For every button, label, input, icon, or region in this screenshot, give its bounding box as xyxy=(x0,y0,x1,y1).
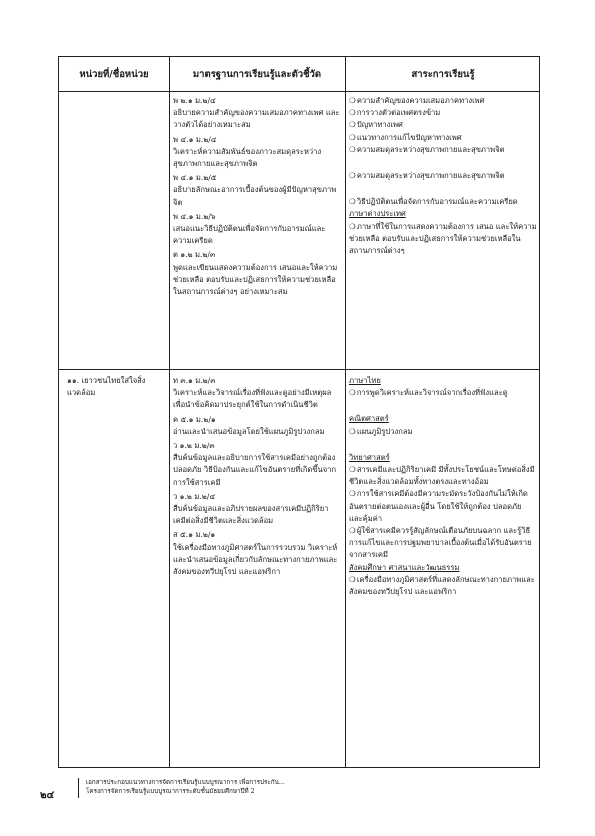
content-bullet: ❍ ผู้ใช้สารเคมีควรรู้สัญลักษณ์เตือนภัยบนฉลาก และรู้วิธีการแก้ไขและการปฐมพยาบาลเบื้องต้นเมื่อได้รับอันตรายจากสารเคมี xyxy=(349,525,537,562)
spacer xyxy=(349,156,537,170)
standard-item xyxy=(173,134,341,171)
content-bullet: ❍ ความสมดุลระหว่างสุขภาพกายและสุขภาพจิต xyxy=(349,144,537,156)
row2-standards xyxy=(173,375,341,580)
content-bullet: ❍ วิธีปฏิบัติตนเพื่อจัดการกับอารมณ์และความเครียด xyxy=(349,196,537,208)
standard-text: เสนอแนะวิธีปฏิบัติตนเพื่อจัดการกับอารมณ์และความเครียด xyxy=(173,224,326,246)
standard-item xyxy=(173,529,341,578)
footer-line-2: โครงการจัดการเรียนรู้แบบบูรณาการระดับชั้นมัธยมศึกษาปีที่ 2 xyxy=(86,788,255,795)
standard-item xyxy=(173,172,341,209)
content-bullet: ❍ ความสำคัญของความเสมอภาคทางเพศ xyxy=(349,95,537,107)
standard-item xyxy=(173,440,341,489)
content-bullet: ❍ การใช้สารเคมีต้องมีความระมัดระวังป้องกันไม่ให้เกิดอันตรายต่อตนเองและผู้อื่น โดยใช้ให้ถูกต้อง ปลอดภัย และคุ้มค่า xyxy=(349,488,537,525)
content-bullet: ❍ แนวทางการแก้ไขปัญหาทางเพศ xyxy=(349,132,537,144)
standard-code: พ ๒.๑ ม.๒/๔ xyxy=(173,96,216,105)
standard-item xyxy=(173,95,341,132)
spacer xyxy=(349,399,537,413)
content-bullet: ❍ เครื่องมือทางภูมิศาสตร์ที่แสดงลักษณะทางกายภาพและสังคมของทวีปยุโรป และแอฟริกา xyxy=(349,574,537,598)
standard-item xyxy=(173,211,341,248)
standard-item xyxy=(173,414,341,438)
row-divider xyxy=(59,369,539,370)
spacer xyxy=(349,182,537,196)
standard-item xyxy=(173,249,341,298)
spacer xyxy=(349,438,537,452)
subject-heading: คณิตศาสตร์ xyxy=(349,414,389,424)
standard-item xyxy=(173,491,341,528)
standard-code: ค ๕.๑ ม.๒/๑ xyxy=(173,414,216,424)
subject-heading: วิทยาศาสตร์ xyxy=(349,452,390,462)
row1-content xyxy=(349,95,537,257)
row2-unit: ๑๑. เยาวชนไทยใส่ใจสิ่งแวดล้อม xyxy=(67,376,146,398)
standard-code: ส ๕.๑ ม.๒/๑ xyxy=(173,530,216,540)
content-bullet: ❍ ปัญหาทางเพศ xyxy=(349,119,537,131)
standard-item xyxy=(173,375,341,412)
content-bullet: ❍ สารเคมีและปฏิกิริยาเคมี มีทั้งประโยชน์และโทษต่อสิ่งมีชีวิตและสิ่งแวดล้อมทั้งทางตรงและทางอ้อม xyxy=(349,464,537,488)
standard-code: ว ๑.๒ ม.๒/๔ xyxy=(173,491,216,501)
row1-standards xyxy=(173,95,341,300)
column-divider xyxy=(345,57,346,767)
content-bullet: ❍ การพูดวิเคราะห์และวิจารณ์จากเรื่องที่ฟังและดู xyxy=(349,387,537,399)
standard-text: พูดและเขียนแสดงความต้องการ เสนอและให้ความช่วยเหลือ ตอบรับและปฏิเสธการให้ความช่วยเหลือ ในสถานการณ์ต่างๆ อย่างเหมาะสม xyxy=(173,262,338,297)
standard-code: พ ๔.๑ ม.๒/๔ xyxy=(173,134,217,144)
standard-code: ว ๑.๒ ม.๒/๓ xyxy=(173,441,215,451)
content-bullet: ❍ การวางตัวต่อเพศตรงข้าม xyxy=(349,107,537,119)
standard-text: วิเคราะห์ความสัมพันธ์ของภาวะสมดุลระหว่างสุขภาพกายและสุขภาพจิต xyxy=(173,146,322,169)
standard-code: พ ๔.๑ ม.๒/๖ xyxy=(173,211,216,221)
page-number: ๒๔ xyxy=(40,790,55,801)
header-standards: มาตรฐานการเรียนรู้และตัวชี้วัด xyxy=(192,68,322,80)
standard-code: ท ๓.๑ ม.๒/๓ xyxy=(173,376,216,385)
standard-text: อ่านและนำเสนอข้อมูลโดยใช้แผนภูมิรูปวงกลม xyxy=(173,426,325,436)
content-bullet: ❍ ความสมดุลระหว่างสุขภาพกายและสุขภาพจิต xyxy=(349,170,537,182)
subject-heading: ภาษาต่างประเทศ xyxy=(349,209,406,219)
content-bullet: ❍ แผนภูมิรูปวงกลม xyxy=(349,426,537,438)
subject-heading: สังคมศึกษา ศาสนาและวัฒนธรรม xyxy=(349,562,460,572)
subject-heading: ภาษาไทย xyxy=(349,376,381,385)
standard-text: อธิบายความสำคัญของความเสมอภาคทางเพศ และวางตัวได้อย่างเหมาะสม xyxy=(173,108,340,130)
standard-text: อธิบายลักษณะอาการเบื้องต้นของผู้มีปัญหาสุขภาพจิต xyxy=(173,185,337,207)
curriculum-table xyxy=(58,56,540,768)
content-bullet: ❍ ภาษาที่ใช้ในการแสดงความต้องการ เสนอ และให้ความช่วยเหลือ ตอบรับและปฏิเสธการให้ความช่วยเหลือในสถานการณ์ต่างๆ xyxy=(349,221,537,258)
footer-line-1: เอกสารประกอบแนวทางการจัดการเรียนรู้แบบบูรณาการ เพื่อการประกัน... xyxy=(86,779,285,786)
standard-code: พ ๔.๑ ม.๒/๕ xyxy=(173,173,217,183)
header-divider xyxy=(59,91,539,92)
column-divider xyxy=(169,57,170,767)
header-unit: หน่วยที่/ชื่อหน่วย xyxy=(79,68,149,80)
standard-text: สืบค้นข้อมูลและอภิปรายผลของสารเคมีปฏิกิริยาเคมีต่อสิ่งมีชีวิตและสิ่งแวดล้อม xyxy=(173,504,329,526)
standard-text: ใช้เครื่องมือทางภูมิศาสตร์ในการรวบรวม วิเคราะห์ และนำเสนอข้อมูลเกี่ยวกับลักษณะทางกายภาพและสังคมของทวีปยุโรป และแอฟริกา xyxy=(173,542,338,577)
footer-divider xyxy=(78,778,79,798)
standard-text: วิเคราะห์และวิจารณ์เรื่องที่ฟังและดูอย่างมีเหตุผลเพื่อนำข้อคิดมาประยุกต์ใช้ในการดำเนินชีวิต xyxy=(173,388,332,410)
footer-text xyxy=(86,778,285,796)
row2-content xyxy=(349,375,537,598)
header-content: สาระการเรียนรู้ xyxy=(411,68,475,80)
standard-code: ต ๑.๒ ม.๒/๓ xyxy=(173,250,216,260)
standard-text: สืบค้นข้อมูลและอธิบายการใช้สารเคมีอย่างถูกต้อง ปลอดภัย วิธีป้องกันและแก้ไขอันตรายที่เกิดขึ้นจากการใช้สารเคมี xyxy=(173,453,337,487)
